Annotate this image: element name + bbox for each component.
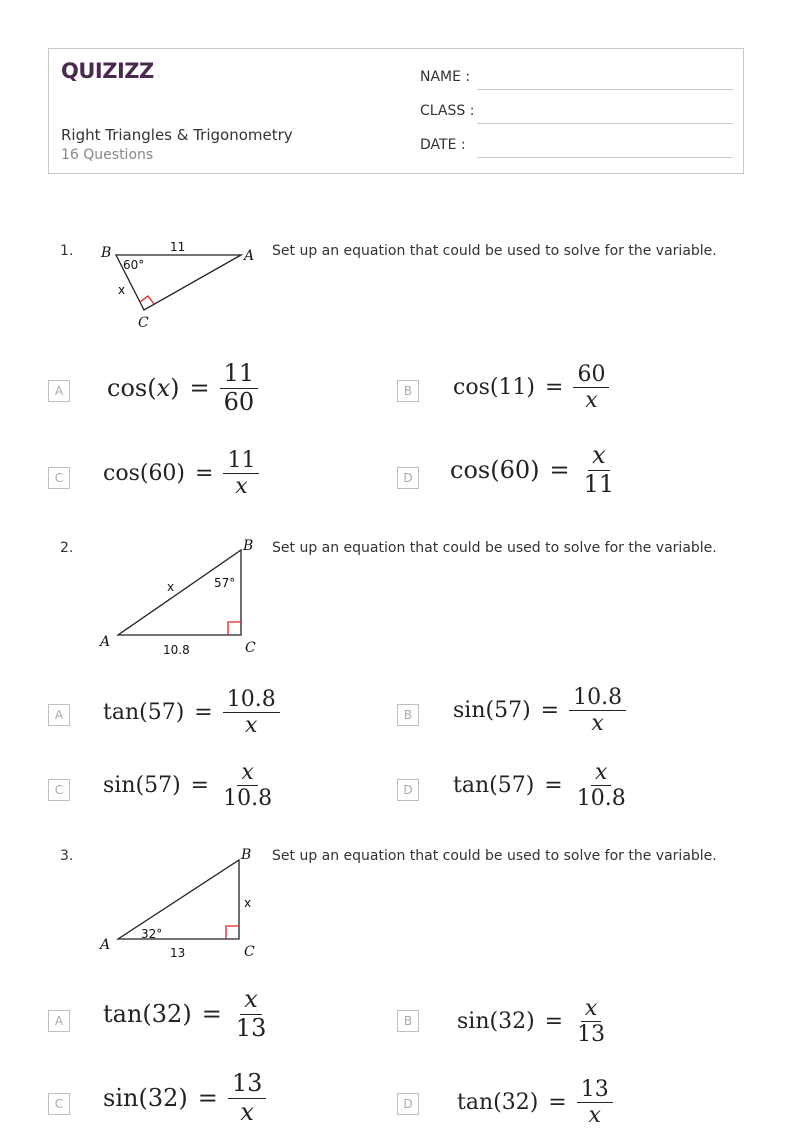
- option-b-equation: sin(57) = $\frac{10.8}{x}$: [453, 685, 626, 737]
- option-c-box[interactable]: C: [48, 1093, 70, 1115]
- triangle-figure-1: [96, 238, 266, 333]
- question-number: 2.: [60, 540, 74, 556]
- vertex-label: B: [101, 245, 112, 261]
- question-prompt: Set up an equation that could be used to solve for the variable.: [272, 848, 717, 864]
- option-a-equation: tan(32) = $\frac{x}{13}$: [103, 985, 267, 1042]
- triangle-figure-3: [96, 843, 266, 965]
- vertex-label: B: [241, 847, 252, 863]
- name-field[interactable]: [477, 89, 733, 90]
- date-label: DATE :: [420, 137, 466, 153]
- class-label: CLASS :: [420, 103, 475, 119]
- option-d-box[interactable]: D: [397, 1093, 419, 1115]
- option-d-equation: cos(60) = $\frac{x}{11}$: [450, 441, 615, 498]
- side-label: 13: [170, 946, 186, 960]
- vertex-label: A: [244, 248, 255, 264]
- vertex-label: C: [244, 944, 255, 960]
- option-b-box[interactable]: B: [397, 704, 419, 726]
- option-a-equation: cos(x) = $\frac{11}{60}$: [107, 360, 258, 416]
- question-number: 3.: [60, 848, 74, 864]
- triangle-figure-2: [96, 534, 266, 662]
- vertex-label: B: [243, 538, 254, 554]
- question-number: 1.: [60, 243, 74, 259]
- date-field[interactable]: [477, 157, 733, 158]
- name-label: NAME :: [420, 69, 471, 85]
- angle-label: 57°: [214, 576, 236, 590]
- option-c-equation: cos(60) = $\frac{11}{x}$: [103, 448, 259, 500]
- vertex-label: A: [100, 634, 111, 650]
- option-c-box[interactable]: C: [48, 779, 70, 801]
- question-prompt: Set up an equation that could be used to solve for the variable.: [272, 540, 717, 556]
- question-count: 16 Questions: [61, 147, 154, 163]
- side-label: 11: [170, 240, 186, 254]
- option-b-box[interactable]: B: [397, 380, 419, 402]
- option-d-equation: tan(32) = $\frac{13}{x}$: [457, 1077, 613, 1129]
- option-c-equation: sin(32) = $\frac{13}{x}$: [103, 1070, 266, 1126]
- angle-label: 32°: [141, 927, 163, 941]
- class-field[interactable]: [477, 123, 733, 124]
- quizizz-logo: QUIZIZZ: [61, 59, 154, 83]
- vertex-label: C: [138, 315, 149, 331]
- option-d-equation: tan(57) = $\frac{x}{10.8}$: [453, 760, 626, 812]
- option-d-box[interactable]: D: [397, 467, 419, 489]
- option-d-box[interactable]: D: [397, 779, 419, 801]
- option-c-box[interactable]: C: [48, 467, 70, 489]
- question-prompt: Set up an equation that could be used to solve for the variable.: [272, 243, 717, 259]
- vertex-label: C: [245, 640, 256, 656]
- option-b-box[interactable]: B: [397, 1010, 419, 1032]
- option-a-box[interactable]: A: [48, 1010, 70, 1032]
- vertex-label: A: [100, 937, 111, 953]
- option-b-equation: cos(11) = $\frac{60}{x}$: [453, 362, 609, 414]
- option-a-box[interactable]: A: [48, 380, 70, 402]
- side-label: 10.8: [163, 643, 190, 657]
- option-b-equation: sin(32) = $\frac{x}{13}$: [457, 996, 606, 1048]
- side-label: x: [244, 896, 252, 910]
- worksheet-header: [48, 48, 744, 174]
- angle-label: 60°: [123, 258, 145, 272]
- worksheet-title: Right Triangles & Trigonometry: [61, 126, 293, 144]
- option-a-box[interactable]: A: [48, 704, 70, 726]
- side-label: x: [167, 580, 175, 594]
- side-label: x: [118, 283, 126, 297]
- option-c-equation: sin(57) = $\frac{x}{10.8}$: [103, 760, 273, 812]
- option-a-equation: tan(57) = $\frac{10.8}{x}$: [103, 687, 280, 739]
